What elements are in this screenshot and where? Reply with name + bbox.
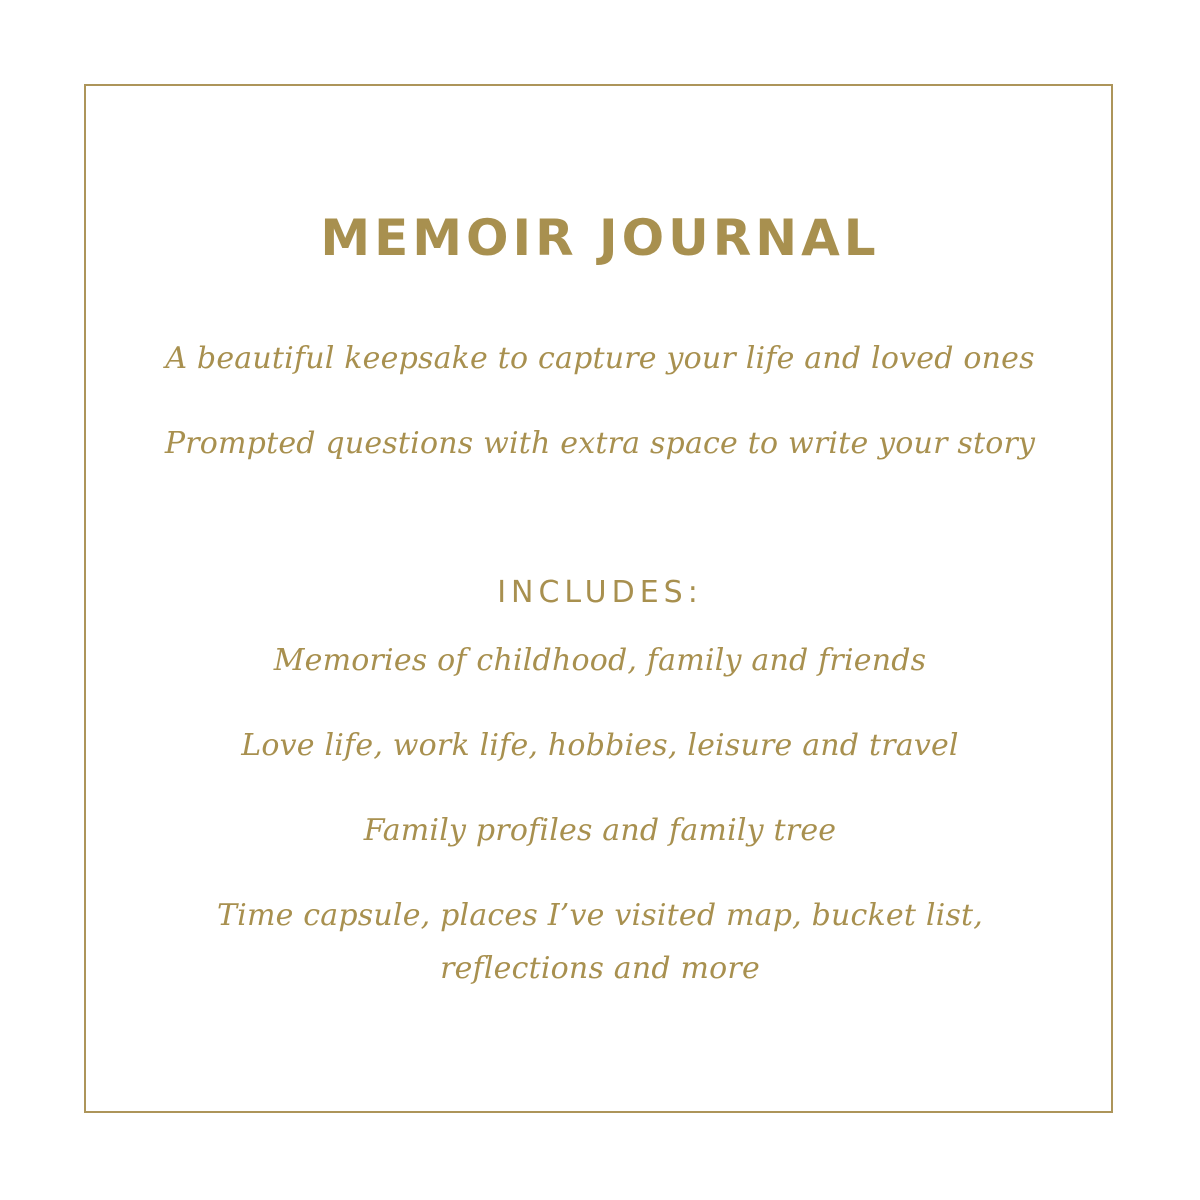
includes-item-time-capsule: Time capsule, places I’ve visited map, bucket list, [216, 898, 984, 933]
includes-item-reflections: reflections and more [440, 951, 760, 986]
includes-item-family-profiles: Family profiles and family tree [363, 813, 837, 848]
includes-item-memories: Memories of childhood, family and friends [273, 643, 927, 678]
tagline-keepsake: A beautiful keepsake to capture your life and loved ones [165, 341, 1035, 376]
page-title: MEMOIR JOURNAL [320, 209, 880, 267]
includes-item-life-areas: Love life, work life, hobbies, leisure and travel [241, 728, 959, 763]
tagline-prompted-questions: Prompted questions with extra space to write your story [164, 426, 1036, 461]
includes-heading: INCLUDES: [497, 575, 703, 610]
